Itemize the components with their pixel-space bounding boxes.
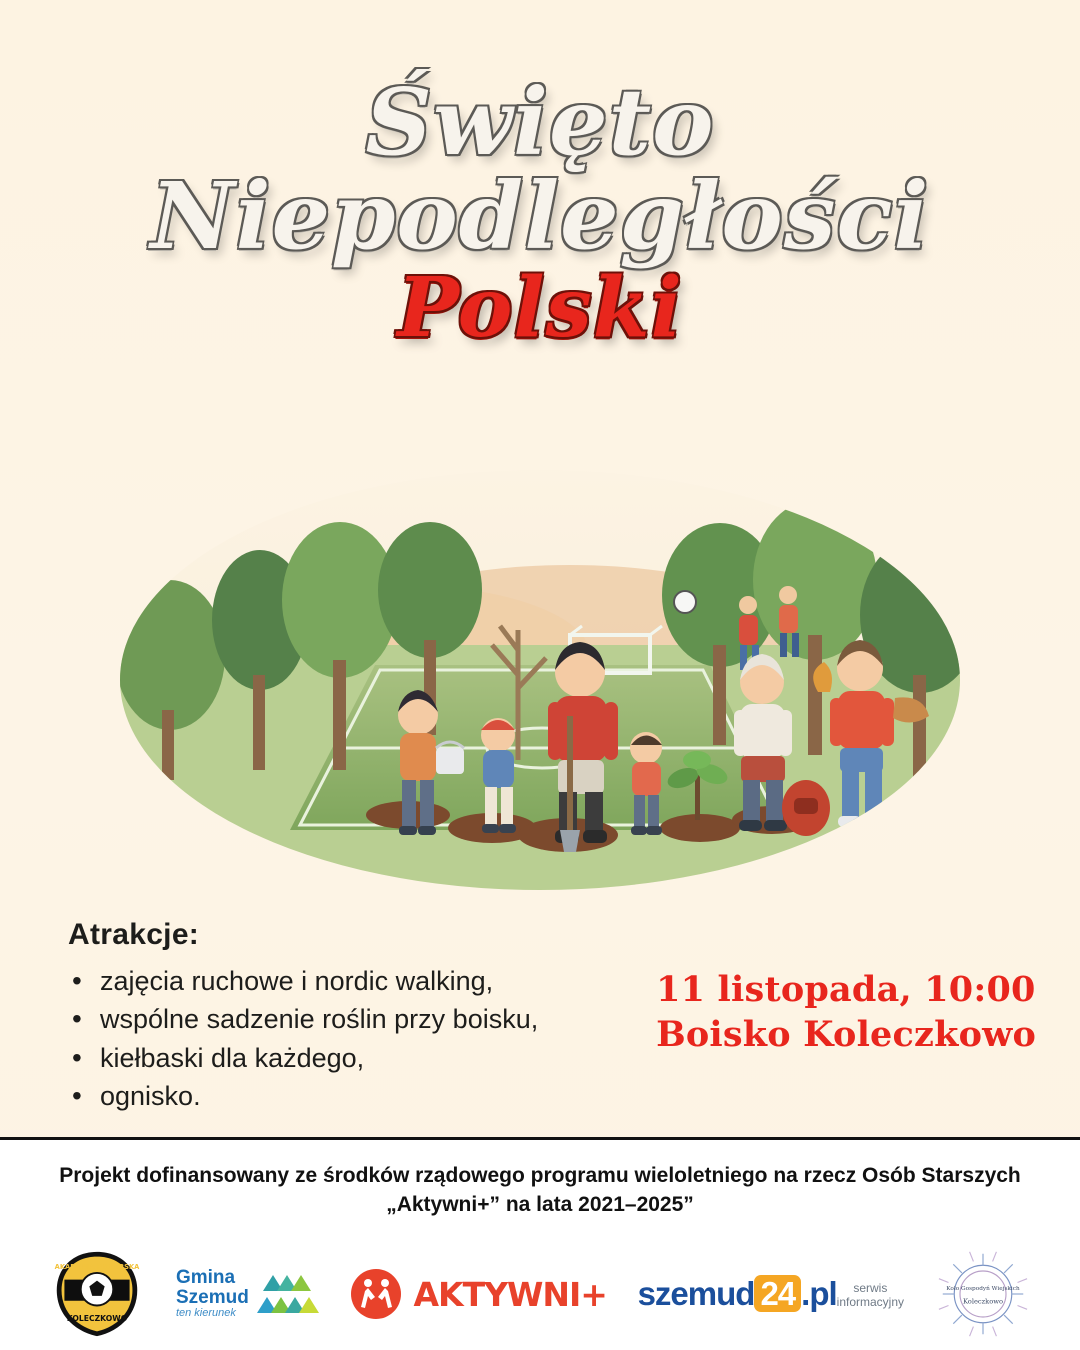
footer-bar	[0, 1137, 1080, 1350]
svg-text:Koło Gospodyń Wiejskich: Koło Gospodyń Wiejskich	[945, 1286, 1020, 1293]
list-item: • ognisko.	[96, 1077, 662, 1115]
logo-szemud24-pl	[638, 1275, 904, 1313]
szemud24-wordmark	[638, 1275, 837, 1313]
attractions-block	[62, 918, 662, 1115]
gmina-line2: Szemud	[175, 1287, 249, 1309]
szemud24-main: szemud	[637, 1275, 755, 1312]
gmina-line1: Gmina	[175, 1267, 236, 1289]
event-location: Boisko Koleczkowo	[656, 1013, 1036, 1055]
svg-text:Koleczkowo: Koleczkowo	[962, 1297, 1003, 1306]
aktywni-figures-icon	[349, 1267, 403, 1321]
szemud24-badge: 24	[754, 1275, 801, 1312]
title-line-3: Polski	[397, 259, 683, 356]
logo-row	[0, 1244, 1080, 1344]
svg-text:AKADEMIA PIŁKARSKA: AKADEMIA PIŁKARSKA	[54, 1263, 140, 1272]
gmina-triangles-icon	[257, 1265, 319, 1323]
szemud24-subtitle	[837, 1281, 904, 1310]
event-details	[656, 968, 1036, 1058]
attractions-heading: Atrakcje:	[68, 918, 200, 951]
poster-title	[0, 68, 1080, 356]
title-line-1: Święto	[365, 68, 715, 176]
funding-text: Projekt dofinansowany ze środków rządowego programu wieloletniego na rzecz Osób Starszych „Aktywni+” na lata 2021–2025”	[59, 1164, 1021, 1216]
szemud24-sub1: serwis	[853, 1280, 888, 1295]
logo-akademia-pilkarska-koleczkowo	[49, 1248, 145, 1340]
list-item: • wspólne sadzenie roślin przy boisku,	[96, 1000, 662, 1038]
list-item: • zajęcia ruchowe i nordic walking,	[96, 962, 662, 1000]
list-item: • kiełbaski dla każdego,	[96, 1039, 662, 1077]
logo-gmina-szemud	[176, 1265, 319, 1323]
logo-aktywni-plus	[349, 1267, 606, 1321]
szemud24-suffix: .pl	[801, 1275, 837, 1312]
logo-kolo-gospodyn-wiejskich	[935, 1248, 1031, 1340]
gmina-szemud-wordmark	[176, 1268, 249, 1319]
attractions-list	[62, 962, 662, 1115]
svg-text:KOLECZKOWO: KOLECZKOWO	[67, 1313, 128, 1323]
event-datetime: 11 listopada, 10:00	[656, 969, 1036, 1010]
szemud24-sub2: informacyjny	[836, 1295, 905, 1309]
aktywni-wordmark: AKTYWNI+	[413, 1274, 607, 1314]
gmina-tagline: ten kierunek	[175, 1307, 236, 1320]
title-line-2: Niepodległości	[150, 162, 930, 271]
illustration-park-sports-field	[100, 430, 980, 900]
